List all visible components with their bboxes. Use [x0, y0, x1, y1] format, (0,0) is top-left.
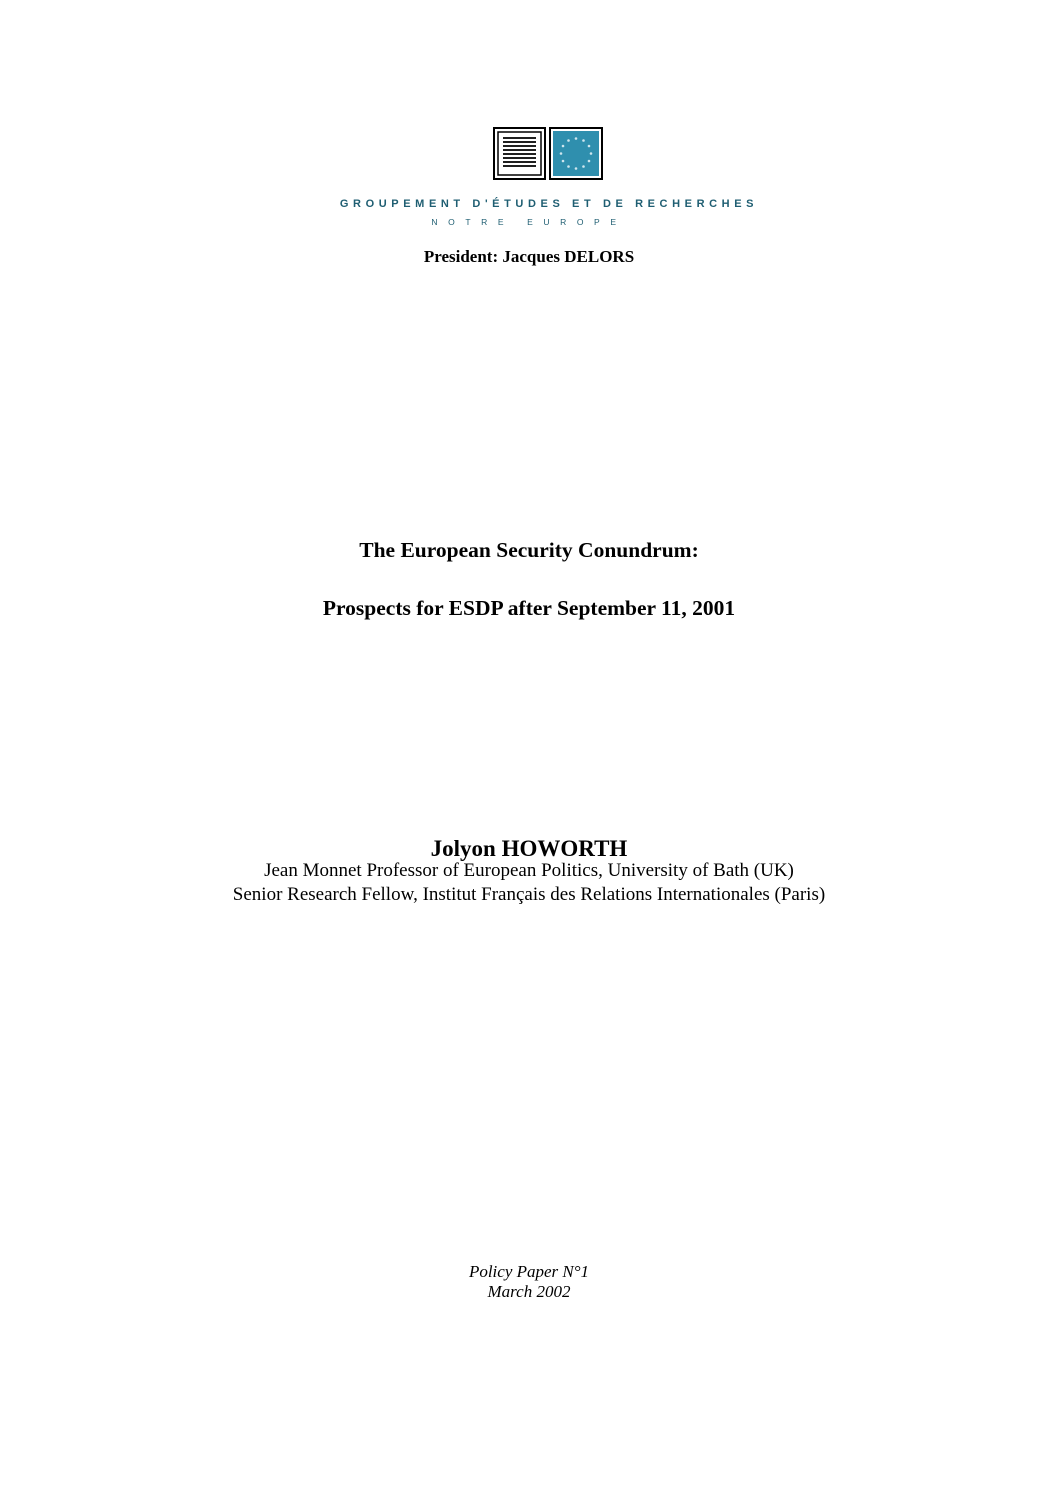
organization-name: GROUPEMENT D'ÉTUDES ET DE RECHERCHES [339, 198, 759, 210]
logo-graphic [493, 127, 603, 181]
eu-star [575, 137, 578, 140]
president-line: President: Jacques DELORS [423, 247, 635, 266]
eu-star [575, 167, 578, 170]
eu-star [588, 160, 591, 163]
eu-star [562, 160, 565, 163]
eu-star [567, 139, 570, 142]
policy-paper-number: Policy Paper N°1 [468, 1262, 590, 1281]
eu-stars-icon [550, 128, 602, 179]
notre-europe-logo [493, 127, 603, 181]
author-affiliation-1: Jean Monnet Professor of European Politics, University of Bath (UK) [264, 860, 794, 881]
author-name: Jolyon HOWORTH [430, 836, 628, 861]
eu-star [560, 152, 563, 155]
eu-star [567, 165, 570, 168]
eu-star [590, 152, 593, 155]
eu-star [562, 145, 565, 148]
document-title-line-1: The European Security Conundrum: [359, 538, 699, 562]
document-title-line-2: Prospects for ESDP after September 11, 2001 [322, 596, 736, 620]
document-lines-icon [494, 128, 545, 179]
organization-subtitle: NOTRE EUROPE [431, 217, 627, 227]
eu-star [582, 165, 585, 168]
eu-star [588, 145, 591, 148]
eu-star [582, 139, 585, 142]
author-affiliation-2: Senior Research Fellow, Institut Français des Relations Internationales (Paris) [232, 884, 826, 905]
publication-date: March 2002 [487, 1282, 571, 1301]
